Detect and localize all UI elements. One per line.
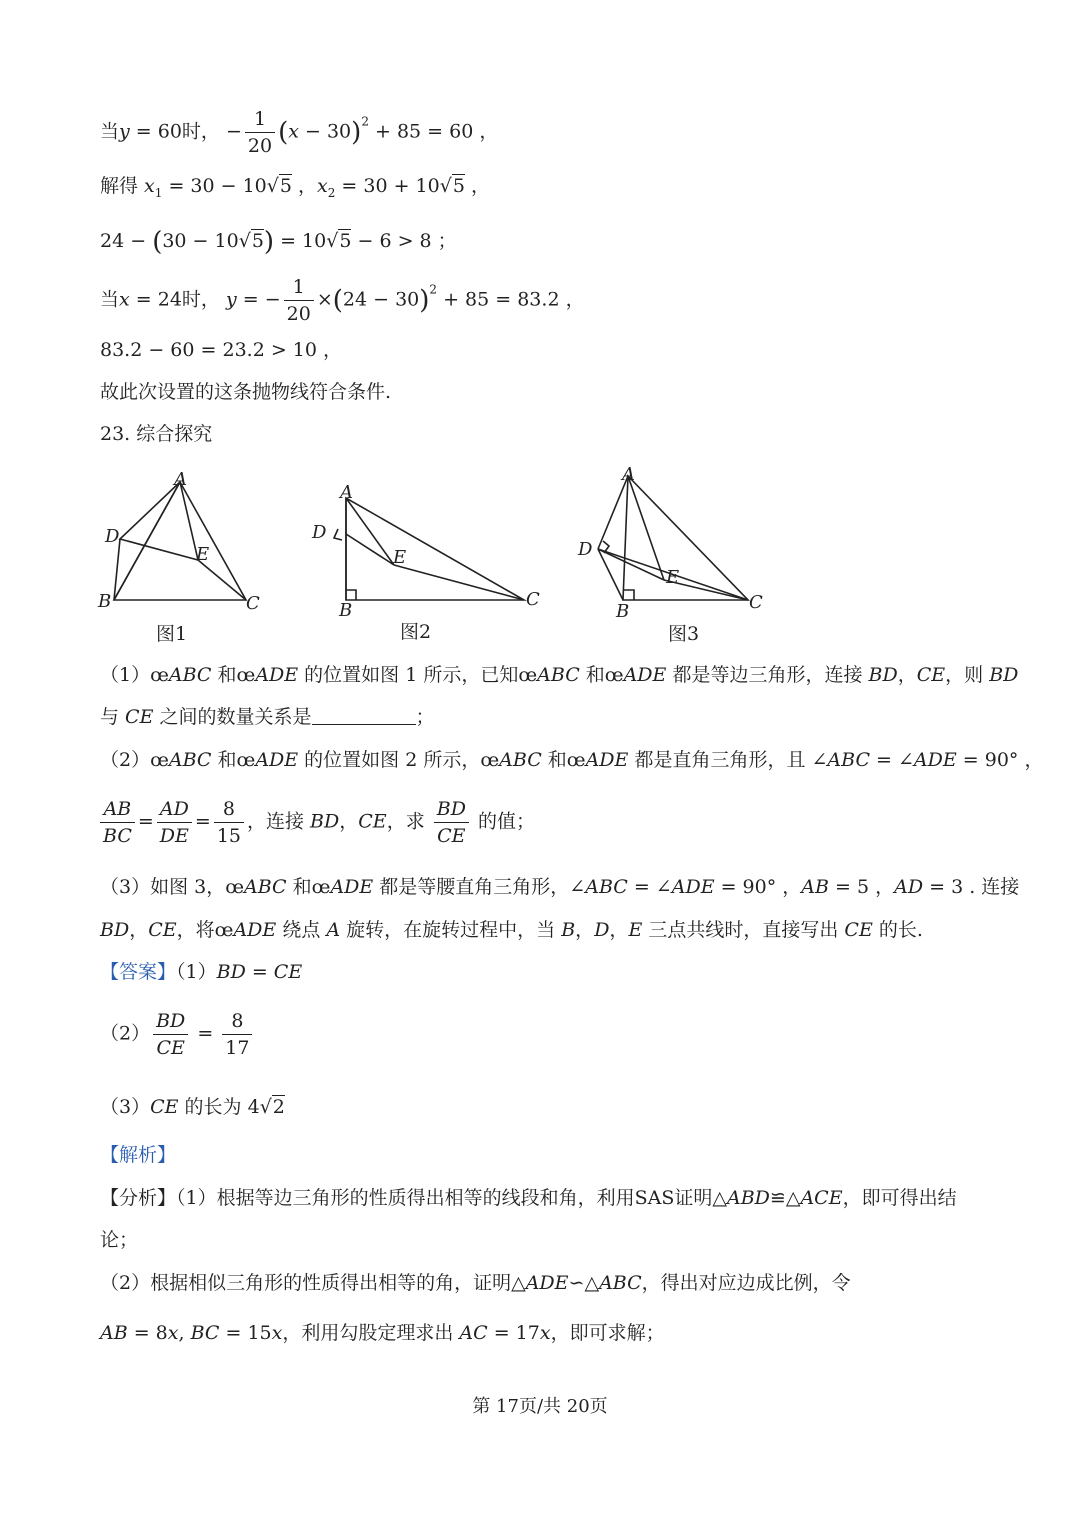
point-label: B [339, 600, 353, 621]
point-label: E [196, 544, 210, 565]
point-label: E [666, 567, 680, 588]
figure-caption-1: 图1 [156, 623, 188, 645]
fraction: $\frac{1}{20}$ [284, 274, 314, 327]
question-part-2-line-2: $\frac{AB}{BC}$ = $\frac{AD}{DE}$ = $\frac{8}{15}$ ，连接 BD，CE，求 $\frac{BD}{CE}$ 的值； [100, 796, 535, 849]
question-part-1-line-1: （1）œABC 和œADE 的位置如图 1 所示，已知œABC 和œADE 都是等边三角形，连接 BD，CE，则 BD [100, 664, 1019, 686]
sqrt-sign: √ [259, 1096, 272, 1118]
analysis-tag-line [100, 1141, 176, 1169]
figure-1 [114, 482, 246, 600]
question-part-2-line-1: （2）œABC 和œADE 的位置如图 2 所示，œABC 和œADE 都是直角三角形，且 ∠ABC = ∠ADE = 90° ， [100, 749, 1044, 771]
answer-line-1: 【答案】（1）BD = CE [100, 961, 303, 983]
analysis-tag: 【解析】 [100, 1144, 177, 1166]
answer-line-2: （2） $\frac{BD}{CE}$ = $\frac{8}{17}$ [100, 1008, 255, 1061]
analysis-line-1: 【分析】（1）根据等边三角形的性质得出相等的线段和角，利用SAS证明△ABD≌△ACE，即可得出结 [100, 1187, 957, 1209]
analysis-line-2: 论； [100, 1229, 139, 1251]
geometry-figures [96, 462, 976, 642]
point-label: B [616, 601, 630, 622]
point-label: C [246, 593, 260, 614]
sqrt-sign: √ [326, 230, 339, 252]
point-label: A [340, 482, 353, 503]
sqrt-sign: √ [439, 175, 452, 197]
point-label: D [578, 539, 593, 560]
analysis-line-3: （2）根据相似三角形的性质得出相等的角，证明△ADE∽△ABC，得出对应边成比例，令 [100, 1272, 851, 1294]
fraction: $\frac{1}{20}$ [245, 106, 275, 159]
answer-line-3: （3）CE 的长为 4√2 [100, 1096, 285, 1118]
figure-caption-2: 图2 [400, 621, 432, 643]
question-part-1-line-2: 与 CE 之间的数量关系是 ； [100, 706, 435, 728]
figure-caption-3: 图3 [668, 623, 700, 645]
calc-line-3: 24 − (30 − 10√5) = 10√5 − 6 > 8 ； [100, 227, 457, 257]
calc-line-6: 故此次设置的这条抛物线符合条件. [100, 381, 392, 403]
point-label: C [526, 589, 540, 610]
page-footer: 第 17页/共 20页 [472, 1396, 608, 1417]
analysis-line-4: AB = 8x, BC = 15x，利用勾股定理求出 AC = 17x，即可求解； [100, 1322, 665, 1344]
calc-line-5: 83.2 − 60 = 23.2 > 10 ， [100, 339, 342, 361]
answer-tag: 【答案】 [100, 961, 177, 983]
answer-blank [312, 706, 416, 725]
point-label: A [622, 464, 635, 485]
point-label: D [105, 526, 120, 547]
question-title: 23. 综合探究 [100, 423, 213, 445]
point-label: A [174, 469, 187, 490]
calc-line-4: 当x = 24时， y = − $\frac{1}{20}$ $\times(24 - 30)^2 + 85 = 83.2$ ， [100, 276, 585, 325]
point-label: B [98, 591, 112, 612]
question-part-3-line-1: （3）如图 3，œABC 和œADE 都是等腰直角三角形，∠ABC = ∠ADE = 90° ，AB = 5 ，AD = 3 . 连接 [100, 876, 1020, 898]
calc-line-1: 当y = 60时， − $\frac{1}{20}$ $(x - 30)^2 + 85 = 60$ ， [100, 108, 499, 157]
sqrt-sign: √ [266, 175, 279, 197]
sqrt-sign: √ [238, 230, 251, 252]
question-part-3-line-2: BD，CE，将œADE 绕点 A 旋转，在旋转过程中，当 B，D，E 三点共线时，直接写出 CE 的长. [100, 919, 923, 941]
calc-line-2: 解得 $x_1 = 30 - 10√5$ ，$x_2 = 30 + 10√5$ ， [100, 175, 490, 200]
figure-2 [334, 498, 524, 600]
point-label: C [749, 592, 763, 613]
point-label: D [312, 522, 327, 543]
point-label: E [393, 547, 407, 568]
